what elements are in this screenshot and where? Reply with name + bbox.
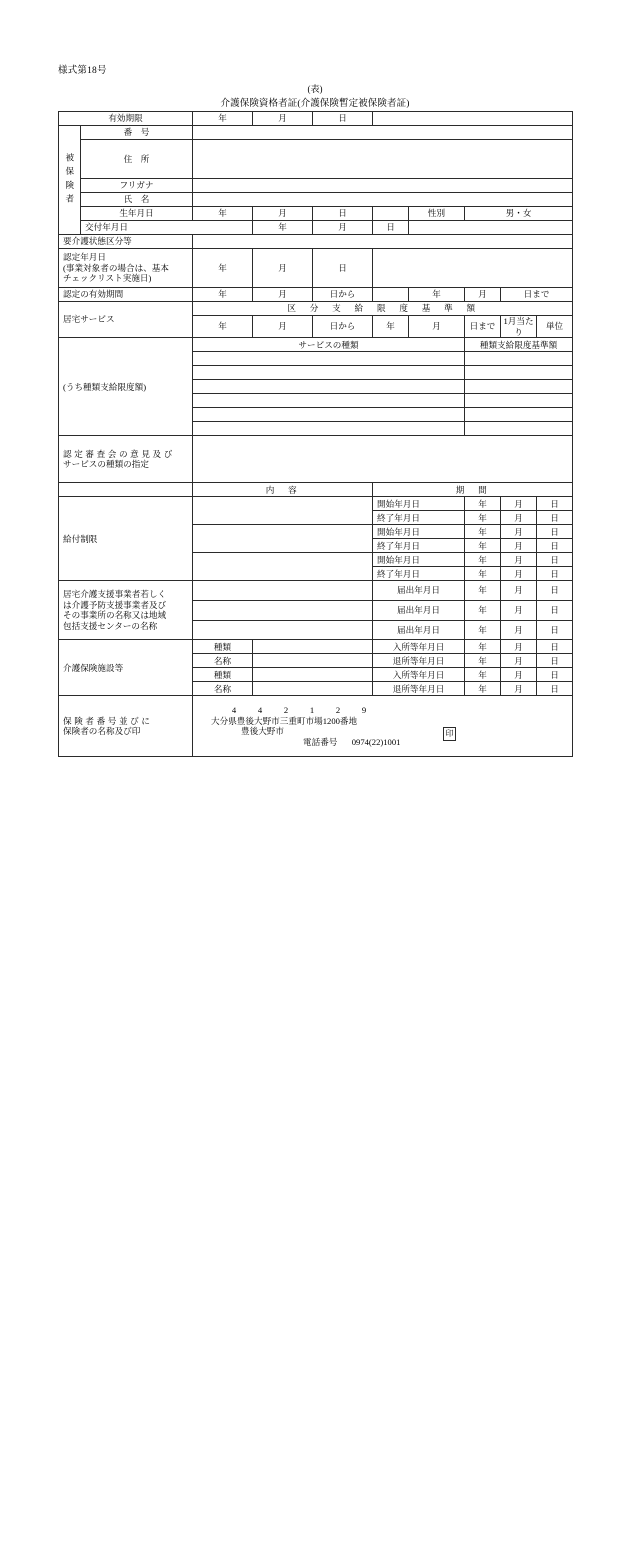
insurer-address: 大分県豊後大野市三重町市場1200番地 <box>211 715 358 726</box>
seal-icon: 印 <box>443 727 456 741</box>
home-service-end-month: 月 <box>409 316 465 338</box>
insurer-digit-6: 9 <box>361 705 367 715</box>
report-month-3: 月 <box>501 620 537 640</box>
cert-period-end-month: 月 <box>465 288 501 302</box>
benefit-start-year-3: 年 <box>465 553 501 567</box>
cert-period-end-day-to: 日まで <box>501 288 573 302</box>
benefit-end-label-2: 終了年月日 <box>373 539 465 553</box>
home-service-per-month: 1月当たり <box>501 316 537 338</box>
certification-date-year: 年 <box>193 249 253 288</box>
table-row <box>59 112 573 126</box>
table-row <box>59 338 573 352</box>
insurer-digit-3: 2 <box>283 705 289 715</box>
cert-period-start-year: 年 <box>193 288 253 302</box>
label-facility: 介護保険施設等 <box>59 640 193 696</box>
label-certification-date <box>59 249 193 288</box>
home-service-start-month: 月 <box>253 316 313 338</box>
admission-year-2: 年 <box>465 668 501 682</box>
table-row <box>59 581 573 601</box>
report-day-1: 日 <box>537 581 573 601</box>
benefit-start-label-2: 開始年月日 <box>373 525 465 539</box>
discharge-day-1: 日 <box>537 654 573 668</box>
insurance-certificate-table <box>58 111 573 757</box>
label-address: 住 所 <box>81 140 193 179</box>
label-care-level: 要介護状態区分等 <box>59 235 193 249</box>
certification-date-line-1: 認定年月日 <box>63 251 106 262</box>
facility-name-value-1 <box>253 654 373 668</box>
review-board-line-1: 認定審査会の意見及び <box>63 448 175 459</box>
facility-type-value-2 <box>253 668 373 682</box>
insurer-digit-5: 2 <box>335 705 341 715</box>
certification-date-blank <box>373 249 573 288</box>
birthdate-month: 月 <box>253 207 313 221</box>
benefit-end-day-3: 日 <box>537 567 573 581</box>
discharge-year-2: 年 <box>465 682 501 696</box>
benefit-start-day-1: 日 <box>537 497 573 511</box>
benefit-end-label-1: 終了年月日 <box>373 511 465 525</box>
certification-date-line-3: チェックリスト実施日) <box>63 273 152 284</box>
table-row <box>59 302 573 316</box>
cert-period-start-day-from: 日から <box>313 288 373 302</box>
benefit-restriction-header-blank <box>59 483 193 497</box>
cert-period-end-blank <box>373 288 409 302</box>
service-type-entry <box>193 366 465 380</box>
table-row <box>59 696 573 757</box>
insurer-details <box>193 696 573 757</box>
insurer-label-line-1: 保険者番号並びに <box>63 715 153 726</box>
table-row <box>59 126 573 140</box>
issue-date-day: 日 <box>373 221 409 235</box>
insurer-digit-4: 1 <box>309 705 315 715</box>
content-header: 内 容 <box>193 483 373 497</box>
benefit-restriction-content-1 <box>193 497 373 525</box>
report-month-2: 月 <box>501 601 537 621</box>
facility-name-value-2 <box>253 682 373 696</box>
period-header: 期 間 <box>373 483 573 497</box>
discharge-date-label-1: 退所等年月日 <box>373 654 465 668</box>
benefit-start-year-2: 年 <box>465 525 501 539</box>
type-limit-entry <box>465 394 573 408</box>
table-row <box>59 235 573 249</box>
label-issue-date: 交付年月日 <box>81 221 253 235</box>
issue-date-blank <box>409 221 573 235</box>
label-insurer <box>59 696 193 757</box>
label-certification-valid-period: 認定の有効期間 <box>59 288 193 302</box>
certification-date-line-2: (事業対象者の場合は、基本 <box>63 262 169 273</box>
table-row <box>59 140 573 179</box>
label-gender: 性別 <box>409 207 465 221</box>
type-limit-entry <box>465 408 573 422</box>
gender-value: 男・女 <box>465 207 573 221</box>
table-row <box>59 288 573 302</box>
facility-type-value-1 <box>253 640 373 654</box>
certification-date-month: 月 <box>253 249 313 288</box>
care-manager-name-1 <box>193 581 373 601</box>
table-row <box>59 497 573 511</box>
benefit-end-label-3: 終了年月日 <box>373 567 465 581</box>
facility-name-label-1: 名称 <box>193 654 253 668</box>
table-row <box>59 193 573 207</box>
form-number: 様式第18号 <box>58 66 107 76</box>
care-level-value <box>193 235 573 249</box>
type-limit-entry <box>465 422 573 436</box>
benefit-start-month-1: 月 <box>501 497 537 511</box>
insurer-number <box>193 705 572 716</box>
report-date-label-1: 届出年月日 <box>373 581 465 601</box>
benefit-end-day-1: 日 <box>537 511 573 525</box>
facility-type-label-1: 種類 <box>193 640 253 654</box>
discharge-year-1: 年 <box>465 654 501 668</box>
benefit-start-year-1: 年 <box>465 497 501 511</box>
number-value <box>193 126 573 140</box>
service-type-entry <box>193 352 465 366</box>
care-manager-line-3: その事業所の名称又は地域 <box>63 610 167 621</box>
report-year-3: 年 <box>465 620 501 640</box>
label-benefit-restriction: 給付制限 <box>59 497 193 581</box>
insurer-name: 豊後大野市 <box>241 726 284 737</box>
benefit-end-month-1: 月 <box>501 511 537 525</box>
phone-number: 0974(22)1001 <box>351 737 401 748</box>
benefit-restriction-content-3 <box>193 553 373 581</box>
label-type-limit-amount: (うち種類支給限度額) <box>59 338 193 436</box>
insurer-label-line-2: 保険者の名称及び印 <box>63 726 141 737</box>
issue-date-year: 年 <box>253 221 313 235</box>
admission-month-2: 月 <box>501 668 537 682</box>
facility-name-label-2: 名称 <box>193 682 253 696</box>
type-limit-entry <box>465 366 573 380</box>
insurer-digit-2: 4 <box>257 705 263 715</box>
home-service-end-year: 年 <box>373 316 409 338</box>
birthdate-day: 日 <box>313 207 373 221</box>
discharge-day-2: 日 <box>537 682 573 696</box>
benefit-end-year-1: 年 <box>465 511 501 525</box>
issue-date-month: 月 <box>313 221 373 235</box>
benefit-end-year-3: 年 <box>465 567 501 581</box>
report-year-2: 年 <box>465 601 501 621</box>
label-valid-period: 有効期限 <box>59 112 193 126</box>
care-manager-line-2: は介護予防支援事業者及び <box>63 599 167 610</box>
benefit-start-day-3: 日 <box>537 553 573 567</box>
label-care-manager <box>59 581 193 640</box>
home-service-start-day-from: 日から <box>313 316 373 338</box>
label-insured-person <box>59 126 81 235</box>
service-type-entry <box>193 422 465 436</box>
discharge-month-2: 月 <box>501 682 537 696</box>
label-review-board <box>59 436 193 483</box>
label-number: 番 号 <box>81 126 193 140</box>
discharge-month-1: 月 <box>501 654 537 668</box>
care-manager-line-1: 居宅介護支援事業者若しく <box>63 589 167 599</box>
benefit-start-month-2: 月 <box>501 525 537 539</box>
admission-date-label-1: 入所等年月日 <box>373 640 465 654</box>
admission-day-1: 日 <box>537 640 573 654</box>
birthdate-year: 年 <box>193 207 253 221</box>
type-limit-standard-header: 種類支給限度基準額 <box>465 338 573 352</box>
table-row <box>59 640 573 654</box>
label-home-service: 居宅サービス <box>59 302 193 338</box>
label-furigana: フリガナ <box>81 179 193 193</box>
table-row <box>59 483 573 497</box>
home-service-unit: 単位 <box>537 316 573 338</box>
benefit-start-label-1: 開始年月日 <box>373 497 465 511</box>
service-type-entry <box>193 394 465 408</box>
table-row <box>59 179 573 193</box>
furigana-value <box>193 179 573 193</box>
review-board-line-2: サービスの種類の指定 <box>63 459 149 470</box>
valid-period-day: 日 <box>313 112 373 126</box>
insurer-digit-1: 4 <box>231 705 237 715</box>
home-service-start-year: 年 <box>193 316 253 338</box>
birthdate-blank <box>373 207 409 221</box>
category-limit-header: 区 分 支 給 限 度 基 準 額 <box>193 302 573 316</box>
label-birthdate: 生年月日 <box>81 207 193 221</box>
valid-period-blank <box>373 112 573 126</box>
cert-period-start-month: 月 <box>253 288 313 302</box>
document-title: 介護保険資格者証(介護保険暫定被保険者証) <box>220 99 410 109</box>
report-day-3: 日 <box>537 620 573 640</box>
address-value <box>193 140 573 179</box>
valid-period-year: 年 <box>193 112 253 126</box>
omote-marker: (表) <box>307 84 323 94</box>
table-row <box>59 221 573 235</box>
valid-period-month: 月 <box>253 112 313 126</box>
benefit-end-day-2: 日 <box>537 539 573 553</box>
insured-person-vertical-text: 被保険者 <box>64 152 75 208</box>
table-row <box>59 249 573 288</box>
report-year-1: 年 <box>465 581 501 601</box>
cert-period-end-year: 年 <box>409 288 465 302</box>
report-month-1: 月 <box>501 581 537 601</box>
care-manager-name-2 <box>193 601 373 621</box>
admission-month-1: 月 <box>501 640 537 654</box>
facility-type-label-2: 種類 <box>193 668 253 682</box>
benefit-end-year-2: 年 <box>465 539 501 553</box>
report-date-label-3: 届出年月日 <box>373 620 465 640</box>
table-row <box>59 436 573 483</box>
label-name: 氏 名 <box>81 193 193 207</box>
admission-year-1: 年 <box>465 640 501 654</box>
service-type-entry <box>193 408 465 422</box>
benefit-start-day-2: 日 <box>537 525 573 539</box>
benefit-end-month-2: 月 <box>501 539 537 553</box>
service-type-entry <box>193 380 465 394</box>
type-limit-entry <box>465 380 573 394</box>
care-manager-line-4: 包括支援センターの名称 <box>63 621 158 632</box>
benefit-start-month-3: 月 <box>501 553 537 567</box>
report-date-label-2: 届出年月日 <box>373 601 465 621</box>
name-value <box>193 193 573 207</box>
table-row <box>59 207 573 221</box>
review-board-value <box>193 436 573 483</box>
benefit-restriction-content-2 <box>193 525 373 553</box>
phone-label: 電話番号 <box>303 737 338 748</box>
service-type-header: サービスの種類 <box>193 338 465 352</box>
home-service-end-day-to: 日まで <box>465 316 501 338</box>
certification-date-day: 日 <box>313 249 373 288</box>
discharge-date-label-2: 退所等年月日 <box>373 682 465 696</box>
benefit-start-label-3: 開始年月日 <box>373 553 465 567</box>
report-day-2: 日 <box>537 601 573 621</box>
type-limit-entry <box>465 352 573 366</box>
care-manager-name-3 <box>193 620 373 640</box>
admission-day-2: 日 <box>537 668 573 682</box>
admission-date-label-2: 入所等年月日 <box>373 668 465 682</box>
benefit-end-month-3: 月 <box>501 567 537 581</box>
